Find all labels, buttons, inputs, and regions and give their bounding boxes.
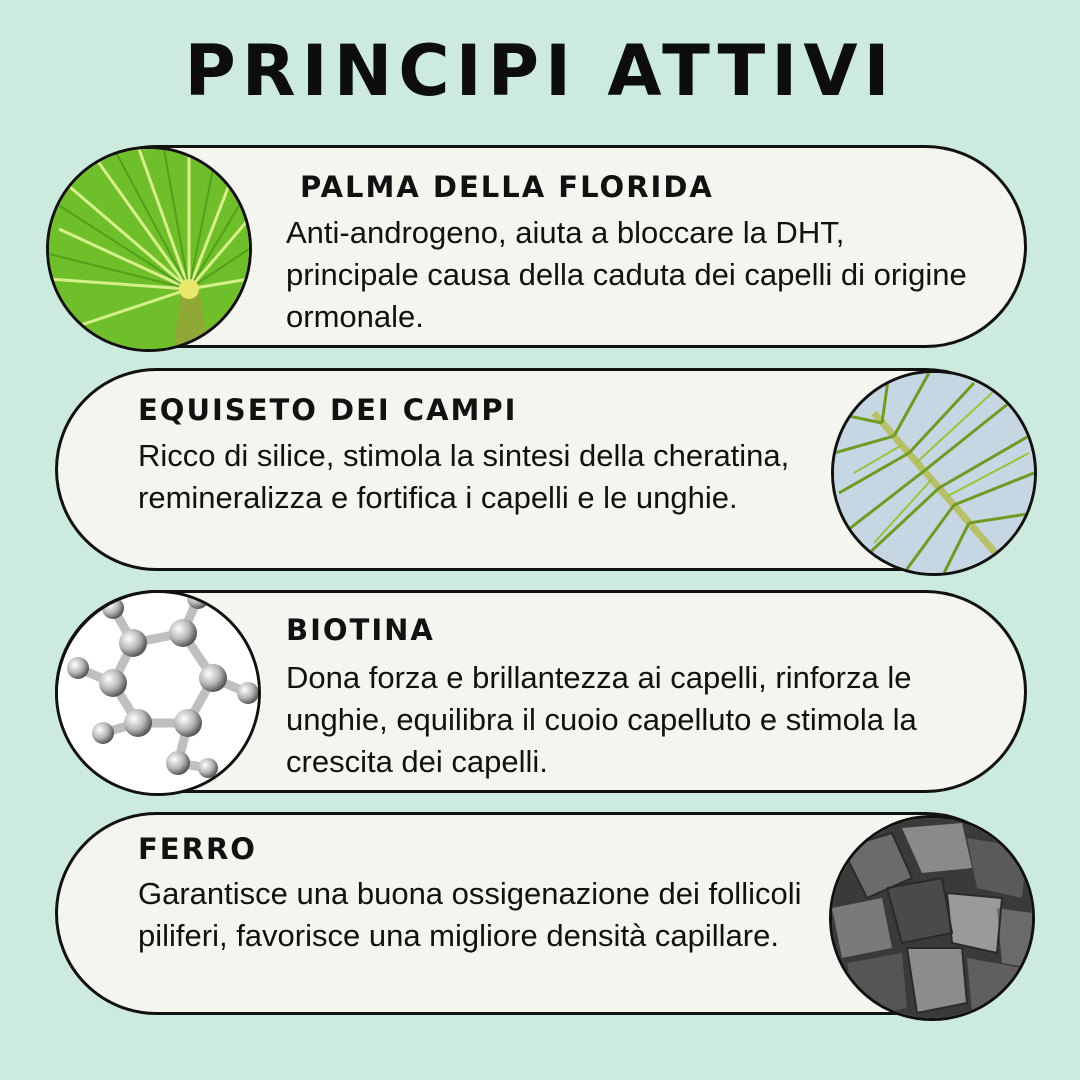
ingredient-name: BIOTINA <box>286 613 435 647</box>
ingredient-name: PALMA DELLA FLORIDA <box>300 170 714 204</box>
page-title: PRINCIPI ATTIVI <box>184 30 896 112</box>
horsetail-plant-image <box>831 370 1037 576</box>
ingredient-description: Ricco di silice, stimola la sintesi della cheratina, remineralizza e fortifica i capelli e le unghie. <box>138 438 790 515</box>
ingredient-description: Anti-androgeno, aiuta a bloccare la DHT, principale causa della caduta dei capelli di origine ormonale. <box>286 215 967 334</box>
ingredient-description: Dona forza e brillantezza ai capelli, rinforza le unghie, equilibra il cuoio capelluto e stimola la crescita dei capelli. <box>286 660 917 779</box>
ingredient-description: Garantisce una buona ossigenazione dei follicoli piliferi, favorisce una migliore densità capillare. <box>138 876 802 953</box>
ingredient-name: FERRO <box>138 832 257 866</box>
iron-pieces-image <box>829 815 1035 1021</box>
ingredient-name: EQUISETO DEI CAMPI <box>138 393 518 427</box>
palm-leaf-image <box>46 146 252 352</box>
molecule-image <box>55 590 261 796</box>
